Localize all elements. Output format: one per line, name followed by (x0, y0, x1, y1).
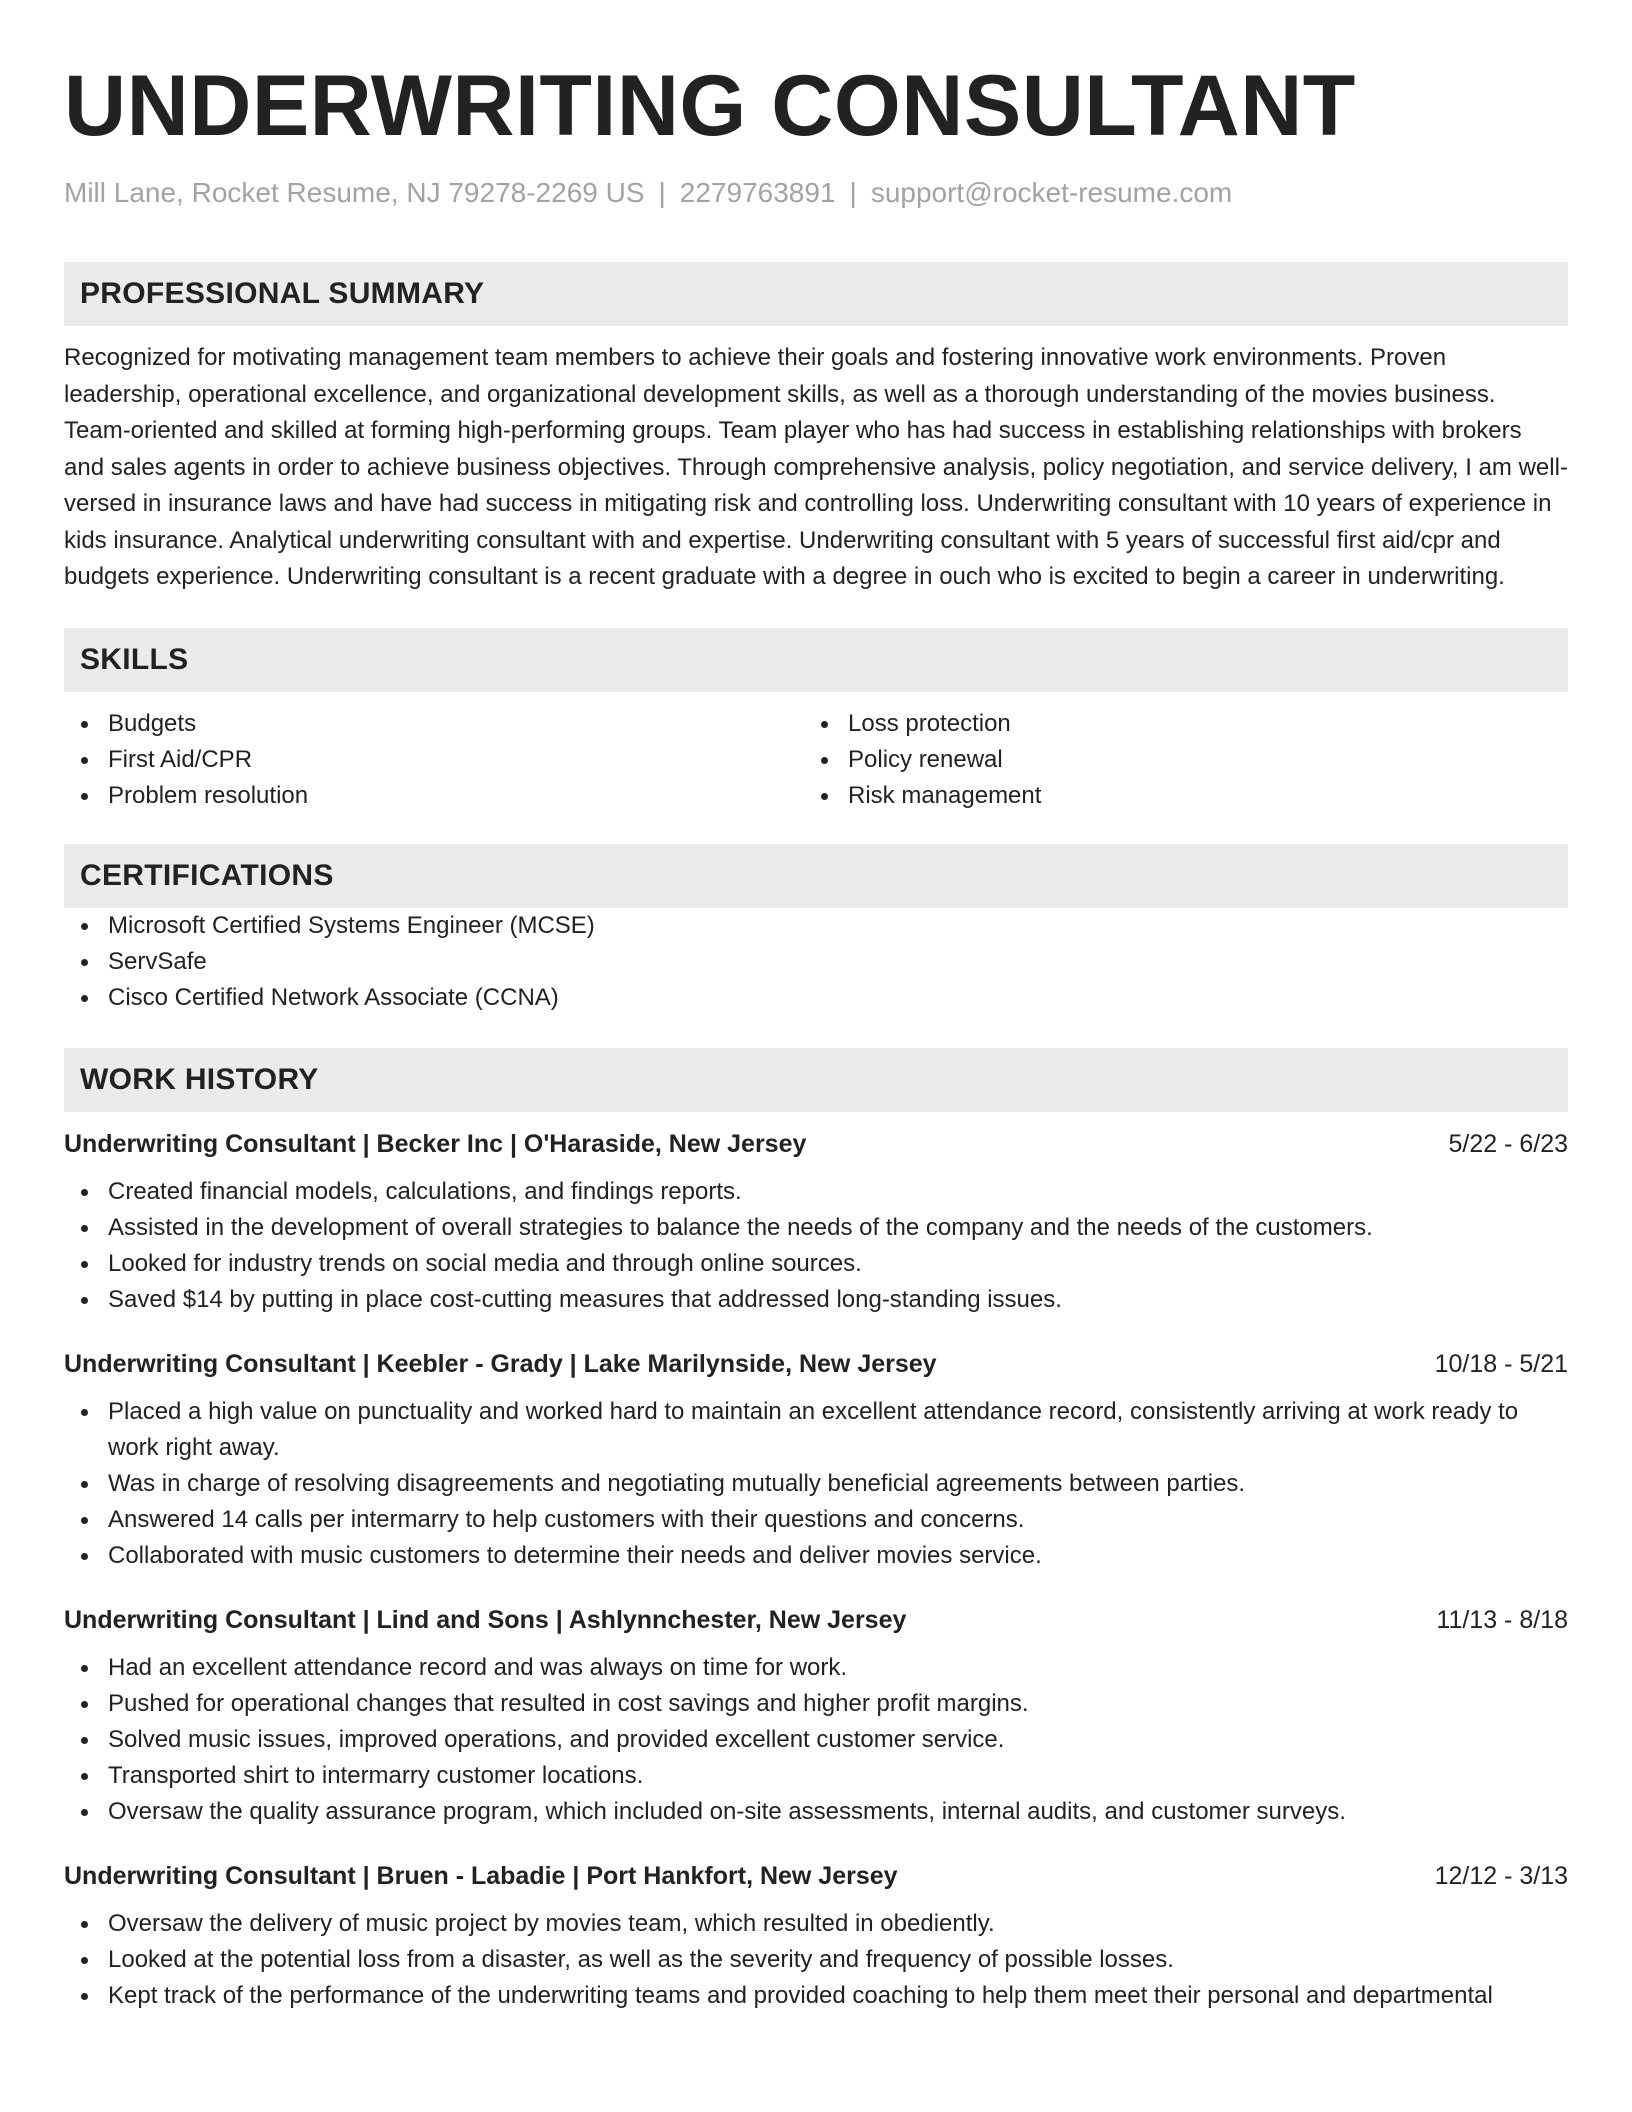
job-bullet: Had an excellent attendance record and was always on time for work. (64, 1650, 1568, 1686)
job-title: Underwriting Consultant | Lind and Sons | Ashlynnchester, New Jersey (64, 1605, 907, 1634)
skill-item: Budgets (64, 706, 804, 742)
skill-item: Risk management (804, 778, 1544, 814)
job-bullet: Pushed for operational changes that resulted in cost savings and higher profit margins. (64, 1686, 1568, 1722)
skill-item: First Aid/CPR (64, 742, 804, 778)
job-bullet: Looked for industry trends on social media and through online sources. (64, 1246, 1568, 1282)
job-entry (64, 1124, 1568, 1318)
candidate-name: UNDERWRITING CONSULTANT (64, 58, 1356, 154)
certifications-heading: CERTIFICATIONS (64, 844, 1568, 908)
job-title: Underwriting Consultant | Bruen - Labadie | Port Hankfort, New Jersey (64, 1861, 898, 1890)
job-bullet: Oversaw the quality assurance program, which included on-site assessments, internal audits, and customer surveys. (64, 1794, 1568, 1830)
job-bullet: Saved $14 by putting in place cost-cutting measures that addressed long-standing issues. (64, 1282, 1568, 1318)
certification-item: ServSafe (64, 944, 1568, 980)
job-bullet: Was in charge of resolving disagreements and negotiating mutually beneficial agreements between parties. (64, 1466, 1568, 1502)
certifications-list (64, 908, 1568, 1016)
job-bullet: Oversaw the delivery of music project by movies team, which resulted in obediently. (64, 1906, 1568, 1942)
certification-item: Cisco Certified Network Associate (CCNA) (64, 980, 1568, 1016)
job-dates: 5/22 - 6/23 (1448, 1129, 1568, 1158)
job-title: Underwriting Consultant | Keebler - Grady | Lake Marilynside, New Jersey (64, 1349, 937, 1378)
job-bullets (64, 1174, 1568, 1318)
job-bullets (64, 1394, 1568, 1574)
contact-address: Mill Lane, Rocket Resume, NJ 79278-2269 US (64, 177, 645, 208)
job-bullet: Assisted in the development of overall strategies to balance the needs of the company and the needs of the customers. (64, 1210, 1568, 1246)
job-bullet: Placed a high value on punctuality and worked hard to maintain an excellent attendance record, consistently arriving at work ready to work right away. (64, 1394, 1568, 1466)
summary-heading: PROFESSIONAL SUMMARY (64, 262, 1568, 326)
job-bullet: Transported shirt to intermarry customer locations. (64, 1758, 1568, 1794)
job-title: Underwriting Consultant | Becker Inc | O'Haraside, New Jersey (64, 1129, 807, 1158)
job-entry (64, 1344, 1568, 1574)
skill-item: Policy renewal (804, 742, 1544, 778)
job-bullet: Answered 14 calls per intermarry to help customers with their questions and concerns. (64, 1502, 1568, 1538)
job-bullet: Created financial models, calculations, and findings reports. (64, 1174, 1568, 1210)
work-history-heading: WORK HISTORY (64, 1048, 1568, 1112)
skills-heading: SKILLS (64, 628, 1568, 692)
job-bullet: Looked at the potential loss from a disaster, as well as the severity and frequency of possible losses. (64, 1942, 1568, 1978)
job-bullets (64, 1650, 1568, 1830)
skill-item: Problem resolution (64, 778, 804, 814)
skills-column-left (64, 706, 804, 814)
skills-column-right (804, 706, 1544, 814)
contact-email: support@rocket-resume.com (870, 177, 1233, 208)
certification-item: Microsoft Certified Systems Engineer (MCSE) (64, 908, 1568, 944)
job-bullet: Kept track of the performance of the underwriting teams and provided coaching to help them meet their personal and departmental (64, 1978, 1568, 2014)
job-bullets (64, 1906, 1568, 2014)
job-bullet: Collaborated with music customers to determine their needs and deliver movies service. (64, 1538, 1568, 1574)
contact-phone: 2279763891 (679, 177, 836, 208)
skill-item: Loss protection (804, 706, 1544, 742)
job-bullet: Solved music issues, improved operations, and provided excellent customer service. (64, 1722, 1568, 1758)
job-dates: 10/18 - 5/21 (1434, 1349, 1568, 1378)
job-entry (64, 1600, 1568, 1830)
contact-line (64, 176, 1568, 210)
contact-separator: | (658, 177, 666, 208)
job-dates: 11/13 - 8/18 (1436, 1605, 1568, 1634)
summary-text: Recognized for motivating management team members to achieve their goals and fostering innovative work environments. Proven leadership, operational excellence, and organizational development skills, as well as a thorough understanding of the movies business. Team-oriented and skilled at forming high-performing groups. Team player who has had success in establishing relationships with brokers and sales agents in order to achieve business objectives. Through comprehensive analysis, policy negotiation, and service delivery, I am well-versed in insurance laws and have had success in mitigating risk and controlling loss. Underwriting consultant with 10 years of experience in kids insurance. Analytical underwriting consultant with and expertise. Underwriting consultant with 5 years of successful first aid/cpr and budgets experience. Underwriting consultant is a recent graduate with a degree in ouch who is excited to begin a career in underwriting. (64, 344, 1568, 590)
job-header (64, 1124, 1568, 1164)
skills-list (64, 706, 1568, 814)
job-entry (64, 1856, 1568, 2014)
job-dates: 12/12 - 3/13 (1434, 1861, 1568, 1890)
job-header (64, 1856, 1568, 1896)
job-header (64, 1344, 1568, 1384)
contact-separator: | (849, 177, 857, 208)
job-header (64, 1600, 1568, 1640)
